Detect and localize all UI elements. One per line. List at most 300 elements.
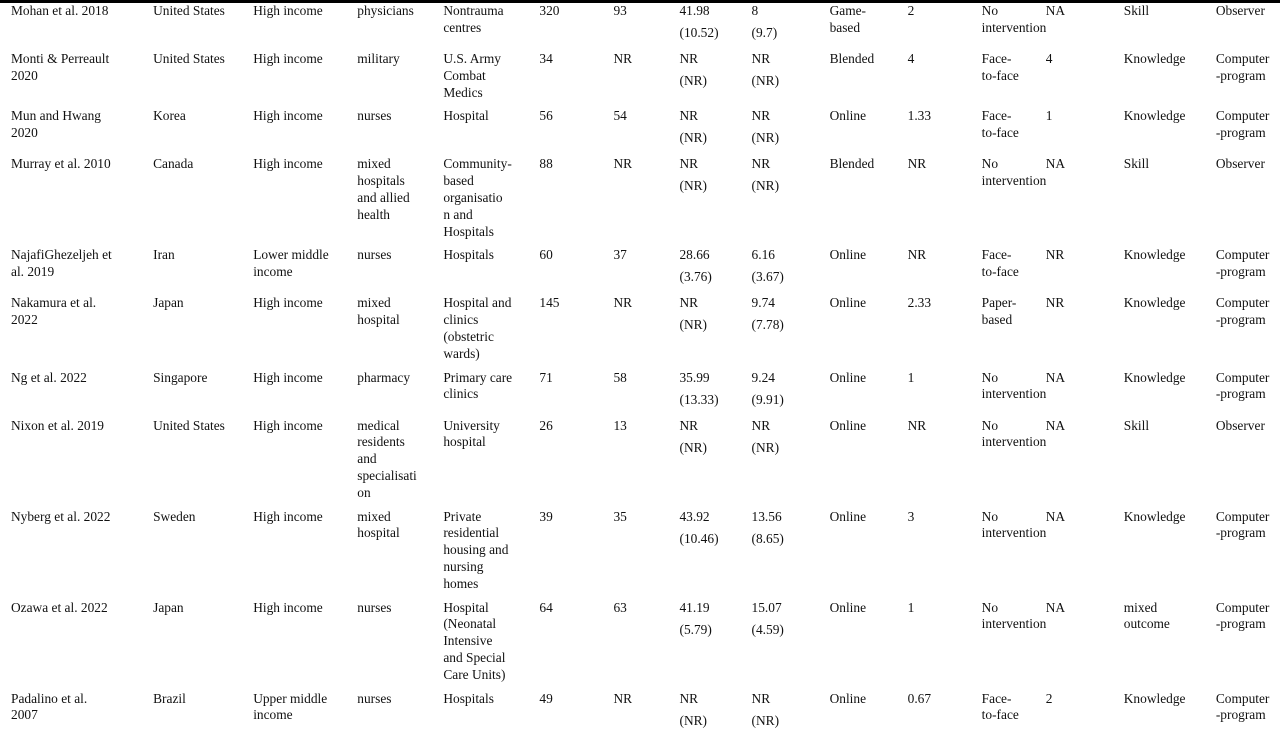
setting-text: Hospital (Neonatal Intensive and Special Care Units) <box>443 599 506 682</box>
followup-text: NA <box>1045 156 1066 172</box>
comparator-cell <box>982 415 1046 506</box>
followup-cell <box>1046 105 1124 153</box>
outcome-text: Knowledge <box>1123 295 1186 311</box>
duration-text: 1.33 <box>907 108 932 124</box>
delivery-cell <box>830 597 908 688</box>
experience-cell <box>752 415 830 506</box>
delivery-cell <box>830 415 908 506</box>
comparator-cell <box>982 105 1046 153</box>
outcome-cell <box>1124 292 1216 366</box>
age-cell <box>679 506 751 597</box>
female-text: NR <box>613 295 633 311</box>
delivery-text: Online <box>829 108 867 124</box>
female-cell <box>613 415 679 506</box>
income-text: High income <box>253 156 323 172</box>
delivery-text: Blended <box>829 51 875 66</box>
income-cell <box>253 153 357 244</box>
sample-size-cell <box>539 292 613 366</box>
duration-text: 1 <box>907 369 915 385</box>
table-row <box>0 367 1280 415</box>
female-cell <box>613 597 679 688</box>
assessment-text: Computer -program <box>1215 295 1270 328</box>
duration-cell <box>908 153 982 244</box>
duration-text: 0.67 <box>907 690 932 706</box>
sample-size-text: 145 <box>539 295 560 311</box>
duration-text: 2 <box>907 3 915 18</box>
country-text: Korea <box>153 108 186 124</box>
female-text: NR <box>613 156 633 172</box>
income-text: High income <box>253 108 323 124</box>
outcome-cell <box>1124 0 1216 48</box>
assessment-text: Computer -program <box>1215 51 1270 83</box>
income-cell <box>253 0 357 48</box>
experience-text: 9.74 (7.78) <box>751 295 784 333</box>
duration-cell <box>908 48 982 105</box>
female-cell <box>613 153 679 244</box>
age-cell <box>679 48 751 105</box>
followup-cell <box>1046 153 1124 244</box>
female-cell <box>613 48 679 105</box>
sample-size-cell <box>539 0 613 48</box>
income-text: High income <box>253 599 323 615</box>
duration-cell <box>908 688 982 736</box>
study-text: Nakamura et al. 2022 <box>11 295 97 328</box>
profession-cell <box>357 415 443 506</box>
female-text: 37 <box>613 247 627 263</box>
profession-text: nurses <box>357 247 392 263</box>
experience-cell <box>752 105 830 153</box>
country-text: Japan <box>153 295 184 311</box>
experience-cell <box>752 0 830 48</box>
sample-size-text: 56 <box>539 108 553 124</box>
setting-text: Community- based organisatio n and Hospitals <box>443 156 512 239</box>
age-text: NR (NR) <box>679 690 708 728</box>
delivery-text: Online <box>829 369 867 385</box>
profession-cell <box>357 506 443 597</box>
duration-cell <box>908 506 982 597</box>
comparator-cell <box>982 367 1046 415</box>
assessment-text: Observer <box>1215 156 1265 172</box>
followup-text: NR <box>1045 295 1065 311</box>
age-cell <box>679 367 751 415</box>
study-text: Padalino et al. 2007 <box>11 690 88 723</box>
setting-cell <box>443 244 539 292</box>
study-cell <box>0 153 153 244</box>
experience-text: NR (NR) <box>751 156 780 194</box>
setting-text: U.S. Army Combat Medics <box>443 51 501 100</box>
outcome-cell <box>1124 688 1216 736</box>
comparator-cell <box>982 153 1046 244</box>
country-text: Iran <box>153 247 175 263</box>
experience-cell <box>752 688 830 736</box>
outcome-cell <box>1124 415 1216 506</box>
income-cell <box>253 244 357 292</box>
age-cell <box>679 244 751 292</box>
age-text: NR (NR) <box>679 417 708 455</box>
comparator-cell <box>982 244 1046 292</box>
setting-cell <box>443 48 539 105</box>
comparator-text: No intervention <box>981 369 1047 402</box>
profession-text: pharmacy <box>357 369 411 385</box>
setting-text: Hospitals <box>443 247 494 263</box>
income-cell <box>253 415 357 506</box>
table-row <box>0 688 1280 736</box>
setting-cell <box>443 597 539 688</box>
delivery-cell <box>830 367 908 415</box>
outcome-text: Knowledge <box>1123 108 1186 124</box>
outcome-cell <box>1124 153 1216 244</box>
female-text: 93 <box>613 3 627 18</box>
experience-cell <box>752 244 830 292</box>
country-cell <box>153 367 253 415</box>
comparator-cell <box>982 48 1046 105</box>
female-cell <box>613 244 679 292</box>
delivery-text: Online <box>829 508 867 524</box>
duration-cell <box>908 415 982 506</box>
setting-cell <box>443 367 539 415</box>
income-text: Upper middle income <box>253 690 328 723</box>
female-text: 13 <box>613 417 627 433</box>
study-cell <box>0 0 153 48</box>
experience-cell <box>752 153 830 244</box>
outcome-text: Skill <box>1123 156 1150 172</box>
study-cell <box>0 292 153 366</box>
comparator-cell <box>982 688 1046 736</box>
assessment-text: Computer -program <box>1215 508 1270 541</box>
study-cell <box>0 367 153 415</box>
experience-cell <box>752 597 830 688</box>
duration-text: 3 <box>907 508 915 524</box>
followup-cell <box>1046 415 1124 506</box>
followup-text: 4 <box>1045 51 1053 66</box>
experience-cell <box>752 48 830 105</box>
study-text: Nyberg et al. 2022 <box>11 508 111 524</box>
setting-cell <box>443 292 539 366</box>
followup-text: NA <box>1045 369 1066 385</box>
setting-text: Hospitals <box>443 690 494 706</box>
experience-text: NR (NR) <box>751 690 780 728</box>
sample-size-text: 60 <box>539 247 553 263</box>
table-row <box>0 105 1280 153</box>
delivery-cell <box>830 153 908 244</box>
study-cell <box>0 105 153 153</box>
experience-cell <box>752 506 830 597</box>
outcome-text: Knowledge <box>1123 369 1186 385</box>
country-cell <box>153 597 253 688</box>
female-text: 58 <box>613 369 627 385</box>
comparator-text: Paper- based <box>981 295 1017 328</box>
setting-text: University hospital <box>443 417 500 450</box>
profession-cell <box>357 597 443 688</box>
duration-text: 4 <box>907 51 915 66</box>
outcome-cell <box>1124 506 1216 597</box>
table-row <box>0 48 1280 105</box>
study-cell <box>0 506 153 597</box>
followup-cell <box>1046 292 1124 366</box>
assessment-text: Observer <box>1215 3 1265 18</box>
followup-text: 1 <box>1045 108 1053 124</box>
study-text: Mohan et al. 2018 <box>11 3 109 18</box>
female-cell <box>613 367 679 415</box>
country-text: Canada <box>153 156 194 172</box>
comparator-text: No intervention <box>981 599 1047 632</box>
followup-text: 2 <box>1045 690 1053 706</box>
income-cell <box>253 597 357 688</box>
outcome-cell <box>1124 48 1216 105</box>
female-cell <box>613 0 679 48</box>
assessment-cell <box>1216 105 1280 153</box>
sample-size-cell <box>539 105 613 153</box>
experience-text: 9.24 (9.91) <box>751 369 784 407</box>
country-cell <box>153 688 253 736</box>
income-cell <box>253 292 357 366</box>
sample-size-cell <box>539 597 613 688</box>
assessment-cell <box>1216 597 1280 688</box>
income-text: High income <box>253 295 323 311</box>
followup-cell <box>1046 506 1124 597</box>
duration-text: 2.33 <box>907 295 932 311</box>
profession-cell <box>357 688 443 736</box>
duration-cell <box>908 105 982 153</box>
experience-cell <box>752 367 830 415</box>
income-text: High income <box>253 508 323 524</box>
profession-cell <box>357 0 443 48</box>
outcome-cell <box>1124 244 1216 292</box>
delivery-cell <box>830 506 908 597</box>
comparator-text: No intervention <box>981 3 1047 35</box>
followup-cell <box>1046 367 1124 415</box>
country-text: United States <box>153 3 225 18</box>
income-text: High income <box>253 417 323 433</box>
experience-text: 13.56 (8.65) <box>751 508 784 546</box>
country-cell <box>153 0 253 48</box>
country-cell <box>153 105 253 153</box>
outcome-text: Knowledge <box>1123 247 1186 263</box>
country-cell <box>153 292 253 366</box>
country-cell <box>153 244 253 292</box>
assessment-cell <box>1216 415 1280 506</box>
experience-text: NR (NR) <box>751 108 780 146</box>
study-cell <box>0 415 153 506</box>
duration-text: NR <box>907 417 927 433</box>
sample-size-cell <box>539 48 613 105</box>
assessment-cell <box>1216 48 1280 105</box>
country-text: Sweden <box>153 508 196 524</box>
delivery-cell <box>830 0 908 48</box>
study-cell <box>0 244 153 292</box>
assessment-cell <box>1216 506 1280 597</box>
study-cell <box>0 48 153 105</box>
setting-text: Hospital <box>443 108 489 124</box>
age-cell <box>679 415 751 506</box>
delivery-text: Game- based <box>829 3 867 35</box>
study-text: Mun and Hwang 2020 <box>11 108 102 141</box>
outcome-text: Knowledge <box>1123 51 1186 66</box>
comparator-text: Face- to-face <box>981 247 1019 280</box>
table-row <box>0 506 1280 597</box>
table-row <box>0 292 1280 366</box>
profession-cell <box>357 244 443 292</box>
age-text: 28.66 (3.76) <box>679 247 712 285</box>
income-cell <box>253 367 357 415</box>
female-cell <box>613 688 679 736</box>
delivery-cell <box>830 688 908 736</box>
profession-text: nurses <box>357 599 392 615</box>
setting-cell <box>443 415 539 506</box>
duration-cell <box>908 292 982 366</box>
sample-size-text: 71 <box>539 369 553 385</box>
profession-cell <box>357 367 443 415</box>
profession-text: mixed hospital <box>357 295 400 328</box>
age-cell <box>679 0 751 48</box>
comparator-cell <box>982 292 1046 366</box>
female-cell <box>613 105 679 153</box>
followup-cell <box>1046 0 1124 48</box>
age-text: 41.19 (5.79) <box>679 599 712 637</box>
experience-cell <box>752 292 830 366</box>
age-cell <box>679 105 751 153</box>
study-cell <box>0 688 153 736</box>
profession-text: military <box>357 51 400 66</box>
income-text: High income <box>253 369 323 385</box>
country-cell <box>153 48 253 105</box>
duration-text: 1 <box>907 599 915 615</box>
profession-cell <box>357 48 443 105</box>
outcome-text: Knowledge <box>1123 508 1186 524</box>
assessment-text: Computer -program <box>1215 369 1270 402</box>
comparator-cell <box>982 506 1046 597</box>
experience-text: 6.16 (3.67) <box>751 247 784 285</box>
delivery-cell <box>830 48 908 105</box>
followup-cell <box>1046 48 1124 105</box>
setting-cell <box>443 688 539 736</box>
female-text: NR <box>613 51 633 66</box>
income-cell <box>253 688 357 736</box>
country-text: Japan <box>153 599 184 615</box>
comparator-text: Face- to-face <box>981 690 1019 723</box>
study-text: Nixon et al. 2019 <box>11 417 104 433</box>
age-text: 35.99 (13.33) <box>679 369 719 407</box>
sample-size-text: 26 <box>539 417 553 433</box>
profession-cell <box>357 292 443 366</box>
outcome-text: mixed outcome <box>1123 599 1170 632</box>
assessment-text: Computer -program <box>1215 247 1270 280</box>
female-cell <box>613 506 679 597</box>
country-cell <box>153 415 253 506</box>
setting-text: Primary care clinics <box>443 369 513 402</box>
delivery-text: Online <box>829 247 867 263</box>
sample-size-text: 34 <box>539 51 553 66</box>
table-row <box>0 0 1280 48</box>
outcome-cell <box>1124 367 1216 415</box>
followup-text: NA <box>1045 508 1066 524</box>
sample-size-text: 39 <box>539 508 553 524</box>
assessment-text: Observer <box>1215 417 1265 433</box>
study-text: Monti & Perreault 2020 <box>11 51 110 83</box>
age-text: NR (NR) <box>679 295 708 333</box>
study-text: Ozawa et al. 2022 <box>11 599 108 615</box>
profession-text: mixed hospital <box>357 508 400 541</box>
female-text: 63 <box>613 599 627 615</box>
country-cell <box>153 506 253 597</box>
setting-cell <box>443 506 539 597</box>
assessment-cell <box>1216 153 1280 244</box>
profession-cell <box>357 153 443 244</box>
age-text: NR (NR) <box>679 108 708 146</box>
delivery-text: Blended <box>829 156 875 172</box>
table-row <box>0 597 1280 688</box>
table-row <box>0 415 1280 506</box>
followup-text: NA <box>1045 417 1066 433</box>
income-cell <box>253 506 357 597</box>
country-text: United States <box>153 417 225 433</box>
age-cell <box>679 292 751 366</box>
comparator-cell <box>982 0 1046 48</box>
age-cell <box>679 597 751 688</box>
country-cell <box>153 153 253 244</box>
assessment-cell <box>1216 292 1280 366</box>
sample-size-text: 88 <box>539 156 553 172</box>
delivery-text: Online <box>829 599 867 615</box>
comparator-text: Face- to-face <box>981 108 1019 141</box>
setting-cell <box>443 105 539 153</box>
assessment-cell <box>1216 367 1280 415</box>
country-text: Brazil <box>153 690 186 706</box>
assessment-text: Computer -program <box>1215 690 1270 723</box>
profession-text: physicians <box>357 3 414 18</box>
delivery-text: Online <box>829 417 867 433</box>
study-text: Ng et al. 2022 <box>11 369 87 385</box>
female-text: 54 <box>613 108 627 124</box>
outcome-cell <box>1124 105 1216 153</box>
setting-cell <box>443 0 539 48</box>
setting-cell <box>443 153 539 244</box>
age-text: NR (NR) <box>679 51 708 88</box>
income-text: Lower middle income <box>253 247 329 280</box>
experience-text: 15.07 (4.59) <box>751 599 784 637</box>
profession-cell <box>357 105 443 153</box>
followup-text: NA <box>1045 599 1066 615</box>
setting-text: Nontrauma centres <box>443 3 504 35</box>
duration-cell <box>908 597 982 688</box>
sample-size-text: 49 <box>539 690 553 706</box>
assessment-text: Computer -program <box>1215 599 1270 632</box>
female-cell <box>613 292 679 366</box>
age-text: NR (NR) <box>679 156 708 194</box>
country-text: United States <box>153 51 225 66</box>
country-text: Singapore <box>153 369 208 385</box>
assessment-cell <box>1216 244 1280 292</box>
outcome-cell <box>1124 597 1216 688</box>
age-cell <box>679 688 751 736</box>
delivery-text: Online <box>829 295 867 311</box>
profession-text: medical residents and specialisati on <box>357 417 417 500</box>
age-text: 41.98 (10.52) <box>679 3 719 40</box>
study-text: NajafiGhezeljeh et al. 2019 <box>11 247 112 280</box>
female-text: NR <box>613 690 633 706</box>
followup-cell <box>1046 244 1124 292</box>
duration-cell <box>908 0 982 48</box>
comparator-cell <box>982 597 1046 688</box>
income-text: High income <box>253 51 323 66</box>
income-cell <box>253 48 357 105</box>
duration-cell <box>908 244 982 292</box>
comparator-text: Face- to-face <box>981 51 1019 83</box>
table-row <box>0 153 1280 244</box>
duration-cell <box>908 367 982 415</box>
duration-text: NR <box>907 156 927 172</box>
study-cell <box>0 597 153 688</box>
